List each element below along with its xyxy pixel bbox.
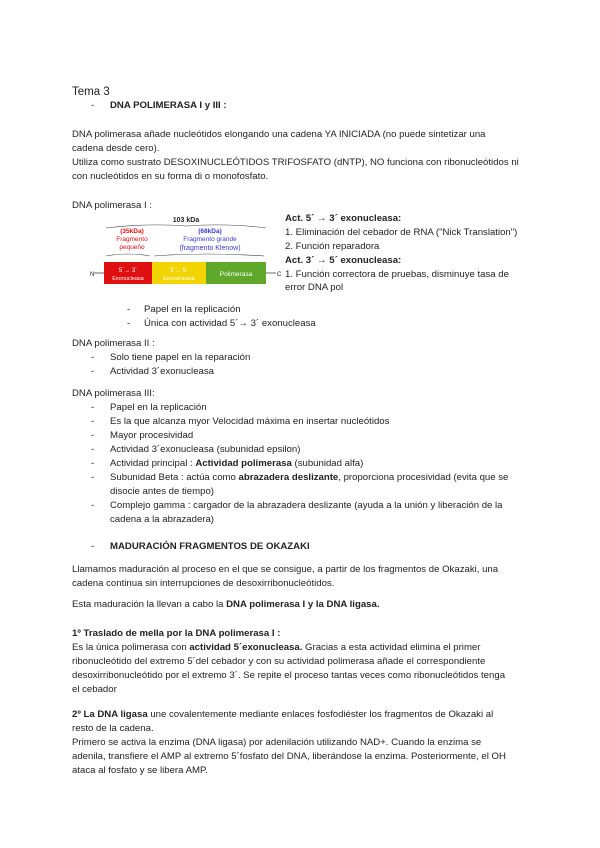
pol3-bullet <box>110 471 508 485</box>
bold-span: 2º La DNA ligasa <box>72 709 148 720</box>
bold-span: Actividad polimerasa <box>195 458 292 469</box>
tema-title: Tema 3 <box>72 86 110 98</box>
okazaki-paragraph-line: Llamamos maduración al proceso en el que se consigue, a partir de los fragmentos de Okazaki, una <box>72 564 499 575</box>
small-kda-label: (35kDa) <box>120 228 144 235</box>
step1-line: el cebador <box>72 684 117 695</box>
bullet-dash: - <box>91 416 95 427</box>
bullet-dash: - <box>91 402 95 413</box>
bullet-dash: - <box>91 458 95 469</box>
pol2-label: DNA polimerasa II : <box>72 338 155 349</box>
intro-line: con nucleótidos en su forma di o monofosfato. <box>72 171 269 182</box>
bold-span: actividad 5´exonucleasa. <box>189 642 303 653</box>
pol3-bullet: Actividad 3´exonucleasa (subunidad epsilon) <box>110 444 301 455</box>
step1-line: desoxirribonucleótido por el extremo 3´. Se repite el proceso tantas veces como ribonucleótidos tenga <box>72 670 506 681</box>
c-end-label: C <box>277 272 282 278</box>
bullet-dash: - <box>91 352 95 363</box>
seg1-label: 5´→ 3´ <box>118 268 138 274</box>
pol1-domain-figure <box>88 214 284 294</box>
bold-span: DNA polimerasa I y la DNA ligasa. <box>226 599 380 610</box>
intro-line: Utiliza como sustrato DESOXINUCLEÓTIDOS TRIFOSFATO (dNTP), NO funciona con ribonucleótidos ni <box>72 157 519 168</box>
large-kda-label: (68kDa) <box>198 228 222 235</box>
act53-title: Act. 5´ → 3´ exonucleasa: <box>285 213 402 224</box>
pol1-bullet: Única con actividad 5´→ 3´ exonucleasa <box>144 318 316 329</box>
bullet-dash: - <box>127 304 131 315</box>
step2-line: ataca al fosfato y se libera AMP. <box>72 765 208 776</box>
act53-item: 2. Función reparadora <box>285 241 380 252</box>
step1-line <box>72 641 480 655</box>
small-fragment-label: pequeño <box>119 244 145 251</box>
step2-line: adenila, transfiere el AMP al extremo 5´fosfato del DNA, liberándose la enzima. Posteriormente, el OH <box>72 751 506 762</box>
text-span: Esta maduración la llevan a cabo la <box>72 599 227 610</box>
step2-line: resto de la cadena. <box>72 723 154 734</box>
large-brace <box>154 254 264 256</box>
bullet-dash: - <box>91 444 95 455</box>
small-fragment-label: Fragmento <box>116 236 148 243</box>
n-end-label: N <box>90 272 95 278</box>
seg2-sub-label: Exonucleasa <box>163 276 195 282</box>
intro-line: DNA polimerasa añade nucleótidos elongando una cadena YA INICIADA (no puede sintetizar una <box>72 129 486 140</box>
act35-item: error DNA pol <box>285 282 344 293</box>
seg3-label: Polimerasa <box>219 271 253 278</box>
large-fragment-label: Fragmento grande <box>183 236 237 243</box>
bullet-dash: - <box>91 366 95 377</box>
step1-title: 1º Traslado de mella por la DNA polimerasa I : <box>72 628 281 639</box>
step2-line <box>72 708 493 722</box>
text-span: Es la única polimerasa con <box>72 642 190 653</box>
intro-line: cadena desde cero). <box>72 143 160 154</box>
bullet-dash: - <box>91 430 95 441</box>
act35-title: Act. 3´ → 5´ exonucleasa: <box>285 255 402 266</box>
klenow-fragment-label: (fragmento Klenow) <box>179 245 241 252</box>
text-span: une covalentemente mediante enlaces fosfodiéster los fragmentos de Okazaki al <box>147 709 494 720</box>
seg1-sub-label: Exonucleasa <box>112 276 144 282</box>
bullet-dash: - <box>91 541 95 552</box>
text-span: , proporciona procesividad (evita que se <box>338 472 509 483</box>
pol3-bullet <box>110 457 363 471</box>
pol3-label: DNA polimerasa III: <box>72 388 155 399</box>
pol3-bullet-cont: cadena a la abrazadera) <box>110 514 215 525</box>
step1-line: ribonucleótido del extremo 5´del cebador y con su actividad polimerasa añade el correspondiente <box>72 656 486 667</box>
pol2-bullet: Solo tiene papel en la reparación <box>110 352 251 363</box>
pol3-bullet: Papel en la replicación <box>110 402 207 413</box>
okazaki-paragraph-line: cadena continua sin interrupciones de desoxirribonucleótidos. <box>72 578 335 589</box>
pol1-bullet: Papel en la replicación <box>144 304 241 315</box>
act35-item: 1. Función correctora de pruebas, disminuye tasa de <box>285 269 509 280</box>
pol2-bullet: Actividad 3´exonucleasa <box>110 366 214 377</box>
bullet-dash: - <box>91 500 95 511</box>
bold-span: abrazadera deslizante <box>238 472 339 483</box>
seg2-label: 3´→ 5´ <box>169 268 189 274</box>
text-span: Gracias a esta actividad elimina el primer <box>302 642 481 653</box>
section-heading-okazaki: MADURACIÓN FRAGMENTOS DE OKAZAKI <box>110 541 310 552</box>
bullet-dash: - <box>127 318 131 329</box>
pol3-bullet-cont: disocie antes de tiempo) <box>110 486 214 497</box>
step2-line: Primero se activa la enzima (DNA ligasa) por adenilación utilizando NAD+. Cuando la enzima se <box>72 737 482 748</box>
bullet-dash: - <box>91 100 95 111</box>
pol3-bullet: Complejo gamma : cargador de la abrazadera deslizante (ayuda a la unión y liberación de la <box>110 500 503 511</box>
pol3-bullet: Mayor procesividad <box>110 430 194 441</box>
text-span: Subunidad Beta : actúa como <box>110 472 239 483</box>
text-span: Actividad principal : <box>110 458 196 469</box>
bullet-dash: - <box>91 472 95 483</box>
pol1-label: DNA polimerasa I : <box>72 200 152 211</box>
total-kda-label: 103 kDa <box>172 217 200 224</box>
act53-item: 1. Eliminación del cebador de RNA ("Nick Translation") <box>285 227 518 238</box>
text-span: (subunidad alfa) <box>291 458 364 469</box>
pol3-bullet: Es la que alcanza myor Velocidad máxima en insertar nucleótidos <box>110 416 390 427</box>
okazaki-enzymes-line <box>72 598 380 612</box>
small-brace <box>106 254 150 256</box>
section-heading-polimerasa: DNA POLIMERASA I y III : <box>110 100 227 111</box>
